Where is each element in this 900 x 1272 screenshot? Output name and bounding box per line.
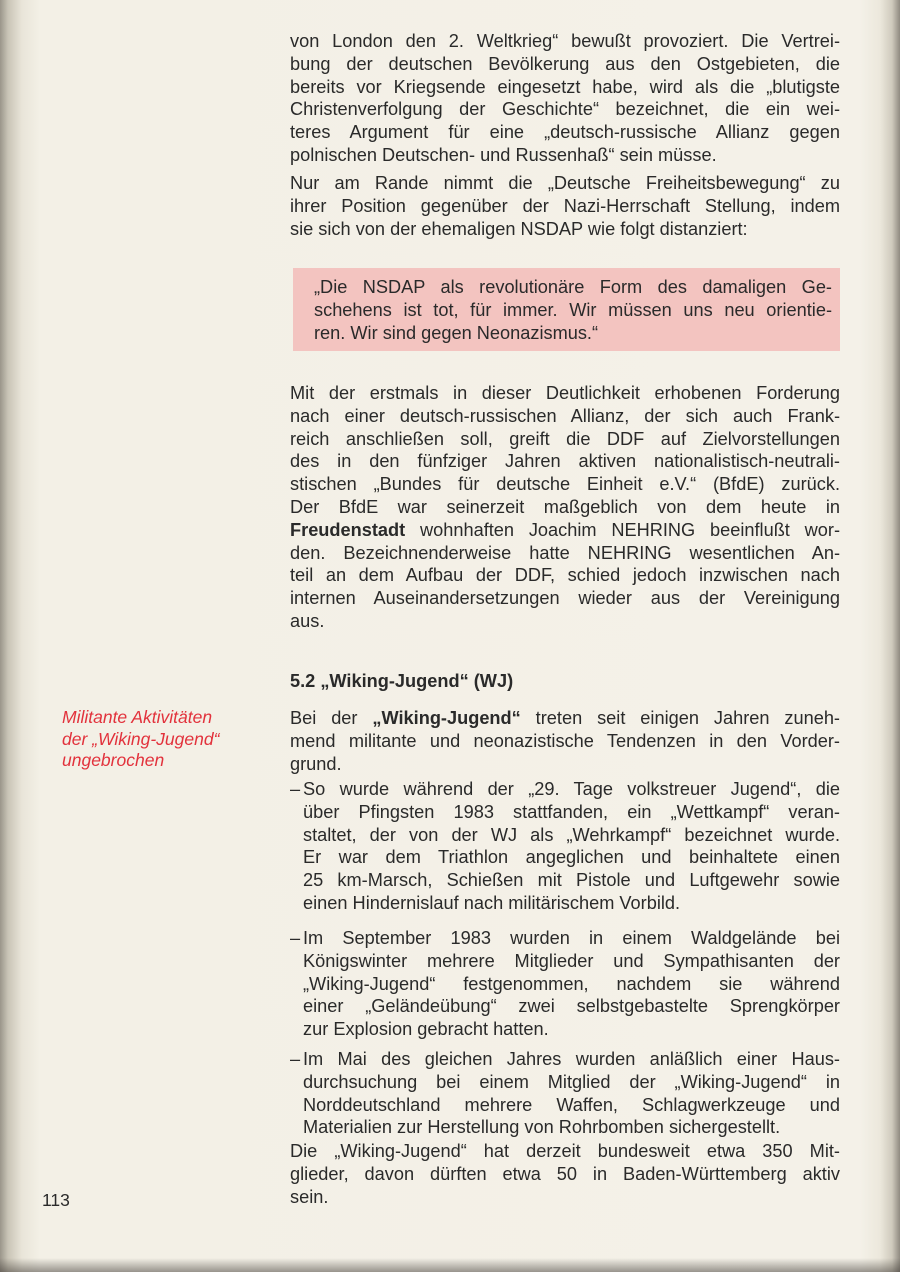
bold-term: Freudenstadt: [290, 519, 406, 540]
text-line: Mit der erstmals in dieser Deutlichkeit erhobenen Forderung: [290, 383, 840, 403]
text-line: sie sich von der ehemaligen NSDAP wie folgt distanziert:: [290, 218, 748, 239]
text-line: So wurde während der „29. Tage volkstreuer Jugend“, die: [303, 779, 840, 799]
text-line: ren. Wir sind gegen Neonazismus.“: [314, 322, 599, 343]
text-line: Königswinter mehrere Mitglieder und Sympathisanten der: [303, 950, 840, 971]
bullet-item: [290, 927, 840, 1041]
text-line: internen Auseinandersetzungen wieder aus der Vereinigung: [290, 588, 840, 609]
text-line: nach einer deutsch-russischen Allianz, der sich auch Frank-: [290, 405, 840, 426]
text-line: Christenverfolgung der Geschichte“ bezeichnet, die ein wei-: [290, 99, 840, 120]
margin-note-line: Militante Aktivitäten: [62, 707, 213, 727]
text-line: glieder, davon dürften etwa 50 in Baden-Württemberg aktiv: [290, 1163, 840, 1184]
section-heading: 5.2 „Wiking-Jugend“ (WJ): [290, 671, 514, 691]
text-line: 25 km-Marsch, Schießen mit Pistole und Luftgewehr sowie: [303, 870, 840, 891]
text-line: „Die NSDAP als revolutionäre Form des damaligen Ge-: [314, 277, 832, 297]
text-line: grund.: [290, 753, 342, 774]
margin-note-line: der „Wiking-Jugend“: [62, 728, 220, 749]
text-line: Im Mai des gleichen Jahres wurden anläßlich einer Haus-: [303, 1049, 840, 1069]
text-line: stischen „Bundes für deutsche Einheit e.V.“ (BfdE) zurück.: [290, 474, 840, 495]
paragraph-intro: [290, 30, 840, 167]
bullet-item: [290, 778, 840, 915]
text-line: bung der deutschen Bevölkerung aus den Ostgebieten, die: [290, 53, 840, 74]
text-line: Er war dem Triathlon angeglichen und beinhaltete einen: [303, 847, 840, 868]
bullet-item: [290, 1048, 840, 1139]
bullet-dash: –: [290, 928, 301, 948]
text-line: Der BfdE war seinerzeit maßgeblich von dem heute in: [290, 496, 840, 517]
text-line: von London den 2. Weltkrieg“ bewußt provoziert. Die Vertrei-: [290, 31, 840, 51]
paragraph-membership: [290, 1140, 840, 1208]
text-line: staltet, der von der WJ als „Wehrkampf“ bezeichnet wurde.: [303, 824, 840, 845]
margin-note-line: ungebrochen: [62, 750, 165, 770]
text-line: aus.: [290, 610, 325, 631]
text-line: bereits vor Kriegsende eingesetzt habe, wird als die „blutigste: [290, 76, 840, 97]
quote-text: [314, 276, 832, 344]
text-line: Die „Wiking-Jugend“ hat derzeit bundesweit etwa 350 Mit-: [290, 1141, 840, 1161]
text-line: teil an dem Aufbau der DDF, schied jedoch inzwischen nach: [290, 565, 840, 586]
text-line: einen Hindernislauf nach militärischem Vorbild.: [303, 892, 681, 913]
text-line: den. Bezeichnenderweise hatte NEHRING wesentlichen An-: [290, 542, 840, 563]
text-line: polnischen Deutschen- und Russenhaß“ sein müsse.: [290, 144, 717, 165]
paragraph-nsdap-position: [290, 172, 840, 240]
text-line: mend militante und neonazistische Tendenzen in den Vorder-: [290, 730, 840, 751]
page-number: 113: [42, 1190, 70, 1210]
bullet-dash: –: [290, 1049, 301, 1069]
text-line: durchsuchung bei einem Mitglied der „Wiking-Jugend“ in: [303, 1071, 840, 1092]
text-line: Materialien zur Herstellung von Rohrbomben sichergestellt.: [303, 1117, 781, 1138]
text-line: des in den fünfziger Jahren aktiven nationalistisch-neutrali-: [290, 451, 840, 472]
text-line: „Wiking-Jugend“ festgenommen, nachdem sie während: [303, 973, 840, 994]
text-line: teres Argument für eine „deutsch-russische Allianz gegen: [290, 122, 840, 143]
text-line: über Pfingsten 1983 stattfanden, ein „Wettkampf“ veran-: [303, 801, 840, 822]
page-edge-shadow: [0, 1258, 900, 1272]
paragraph-wj-intro: [290, 707, 840, 775]
bullet-dash: –: [290, 779, 301, 799]
quote-box: [293, 268, 840, 351]
text-line: Nur am Rande nimmt die „Deutsche Freiheitsbewegung“ zu: [290, 173, 840, 193]
text-line: ihrer Position gegenüber der Nazi-Herrschaft Stellung, indem: [290, 195, 840, 216]
text-line: reich anschließen soll, greift die DDF auf Zielvorstellungen: [290, 428, 840, 449]
margin-note: [62, 707, 219, 772]
text-line: zur Explosion gebracht hatten.: [303, 1019, 549, 1040]
bold-term: „Wiking-Jugend“: [372, 708, 521, 728]
text-line: schehens ist tot, für immer. Wir müssen uns neu orientie-: [314, 299, 832, 320]
text-line: Im September 1983 wurden in einem Waldgelände bei: [303, 928, 840, 948]
text-line: einer „Geländeübung“ zwei selbstgebastelte Sprengkörper: [303, 996, 840, 1017]
text-line: Freudenstadt wohnhaften Joachim NEHRING beeinflußt wor-: [290, 519, 840, 540]
text-line: sein.: [290, 1186, 329, 1207]
text-line: Bei der „Wiking-Jugend“ treten seit einigen Jahren zuneh-: [290, 708, 840, 728]
paragraph-bfde: [290, 382, 840, 633]
text-line: Norddeutschland mehrere Waffen, Schlagwerkzeuge und: [303, 1094, 840, 1115]
